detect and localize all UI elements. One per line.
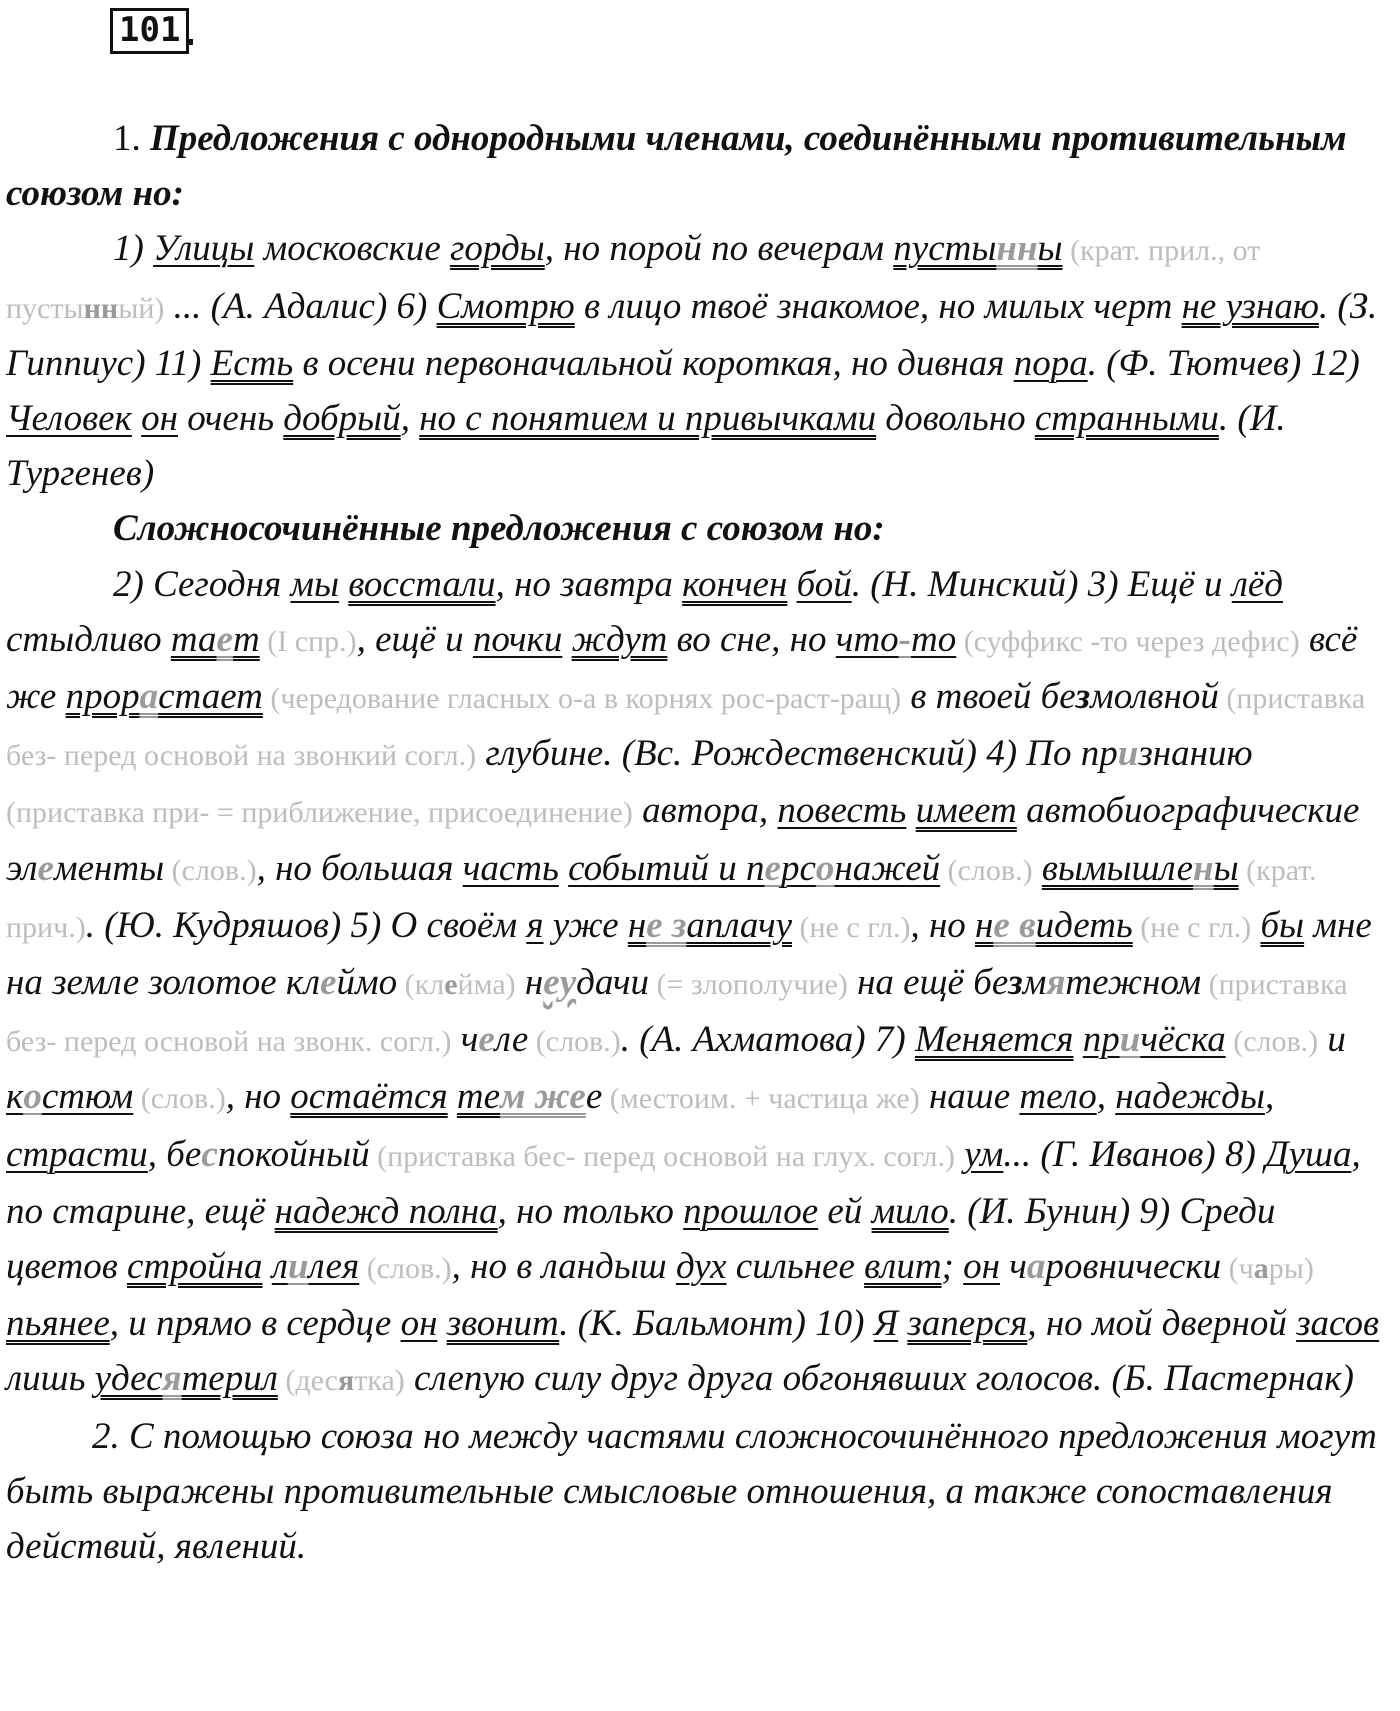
underlined-word: те [456, 1076, 501, 1118]
underlined-word: лёд [1231, 563, 1284, 605]
text-run: и [1117, 733, 1139, 775]
text-run: , и прямо в сердце [109, 1303, 401, 1345]
underlined-word: Меняется [914, 1019, 1074, 1061]
text-run: стыдливо [6, 618, 171, 660]
text-run: ; [941, 1246, 964, 1288]
underlined-word: а [139, 676, 159, 718]
underlined-word: бой [796, 563, 852, 605]
grammar-note: (дес [277, 1364, 338, 1398]
underlined-word: восстали [348, 563, 496, 605]
underlined-word: часть [462, 847, 559, 889]
grammar-note: (приставка без- перед основой на звонкий согл.) [6, 682, 1366, 773]
text-run: менты [53, 847, 165, 889]
text-run: лишь [6, 1358, 95, 1400]
grammar-note: (приставка бес- перед основой на глух. согл.) [369, 1139, 955, 1173]
text-run: . (З. Гиппиус) 11) [6, 285, 1378, 384]
underlined-word: Смотрю [436, 285, 575, 327]
underlined-word: прошлое [683, 1190, 819, 1232]
grammar-note: а [1253, 1252, 1269, 1286]
underlined-word: стюм [41, 1076, 134, 1118]
underlined-word: Я [873, 1303, 899, 1345]
underlined-word: еу [543, 962, 577, 1004]
text-run: н [515, 962, 544, 1004]
underlined-word: страсти [6, 1133, 148, 1175]
text-run: . (Н. Минский) 3) Ещё и [851, 563, 1232, 605]
text-run: очень [177, 398, 284, 440]
grammar-note: (приставка без- перед основой на звонк. согл.) [6, 968, 1348, 1059]
text-run: сильнее [726, 1246, 865, 1288]
underlined-word: о [23, 1076, 42, 1118]
underlined-word: е [216, 618, 233, 660]
text-run: ч [451, 1019, 479, 1061]
underlined-word: заперся [907, 1303, 1028, 1345]
underlined-word: и [287, 1246, 309, 1288]
text-run: 2) Сегодня [113, 563, 291, 605]
text-run: автора, [632, 790, 778, 832]
heading-2-text: Сложносочинённые предложения с союзом но: [113, 508, 885, 550]
text-run: , ещё и [356, 618, 473, 660]
text-run: 1) [113, 228, 154, 270]
text-run: слепую силу друг друга обгонявших голосов. (Б. Пастернак) [404, 1358, 1354, 1400]
text-run: автобиографические эл [6, 790, 1360, 889]
underlined-word: о [815, 847, 835, 889]
text-run [906, 790, 915, 831]
underlined-word: то [911, 618, 957, 660]
text-run [339, 564, 348, 605]
text-run: я [1046, 962, 1066, 1004]
text-run [559, 848, 568, 889]
text-run: е [478, 1019, 495, 1061]
exercise-number-text: 101 [119, 10, 181, 50]
underlined-word: нн [996, 228, 1038, 270]
underlined-word: е з [646, 904, 687, 946]
text-run [898, 1303, 907, 1344]
underlined-word: терил [181, 1358, 278, 1400]
task-2-answer: 2. С помощью союза но между частями сложносочинённого предложения могут быть выражены противительные смысловые отношения, а также сопоставления действий, явлений. [6, 1415, 1377, 1568]
grammar-note: (слов.) [528, 1025, 621, 1059]
underlined-word: пусты [893, 228, 997, 270]
text-run [787, 564, 796, 605]
grammar-note: (суффикс -то через дефис) [956, 624, 1300, 658]
grammar-note: (кл [397, 968, 445, 1002]
text-run: , [1096, 1076, 1116, 1118]
heading-1-text: Предложения с однородными членами, соединёнными противительным союзом но: [6, 118, 1347, 215]
text-run: довольно [876, 398, 1035, 440]
grammar-note: ый) [118, 291, 165, 325]
text-run: в твоей бе [901, 676, 1076, 718]
text-run: ле [494, 1019, 529, 1061]
grammar-note: (слов.) [133, 1082, 226, 1116]
text-run: в осени первоначальной короткая, но дивная [293, 342, 1014, 384]
grammar-note: йма) [457, 968, 516, 1002]
grammar-note: (не с гл.) [1132, 910, 1252, 944]
underlined-word: т [232, 618, 260, 660]
text-run [263, 1246, 272, 1287]
text-run: з [1008, 962, 1023, 1004]
underlined-word: звонит [446, 1303, 560, 1345]
grammar-note: нн [83, 291, 119, 325]
text-run: ровнически [1045, 1246, 1222, 1288]
text-run: , но [910, 904, 976, 946]
underlined-word: и [1119, 1019, 1141, 1061]
grammar-note: тка) [354, 1364, 405, 1398]
underlined-word: идеть [1035, 904, 1133, 946]
underlined-word: горды [450, 228, 545, 270]
underlined-word: чёска [1140, 1019, 1226, 1061]
underlined-word: что [835, 618, 899, 660]
text-run: молвной [1090, 676, 1219, 718]
underlined-word: та [170, 618, 217, 660]
underlined-word: н [1193, 847, 1214, 889]
underlined-word: ждут [571, 618, 668, 660]
underlined-word: мы [290, 563, 340, 605]
underlined-word: повесть [777, 790, 907, 832]
paragraph-2 [6, 557, 1396, 1409]
text-run: . (К. Бальмонт) 10) [559, 1303, 874, 1345]
text-run: е [585, 1076, 603, 1118]
underlined-word: остаётся [290, 1076, 448, 1118]
text-run [1074, 1019, 1083, 1060]
text-run: всё же [6, 618, 1358, 718]
text-run: ч [999, 1246, 1027, 1288]
grammar-note: е [444, 968, 458, 1002]
text-run: , но только [497, 1190, 684, 1232]
grammar-note: (слов.) [940, 853, 1033, 887]
underlined-word: аплачу [686, 904, 793, 946]
text-run: уже [543, 904, 628, 946]
grammar-note: (слов.) [1225, 1025, 1319, 1059]
underlined-word: надежды [1115, 1076, 1265, 1118]
grammar-note: (местоим. + частица же) [602, 1082, 920, 1116]
underlined-word: засов [1296, 1303, 1380, 1345]
text-run: , но [225, 1076, 291, 1118]
text-run: , но мой дверной [1027, 1303, 1297, 1345]
text-run: а [1026, 1246, 1046, 1288]
underlined-word: добрый [283, 398, 401, 440]
underlined-word: Есть [210, 342, 294, 384]
text-run: . (Ф. Тютчев) 12) [1087, 342, 1360, 384]
underlined-word: е [764, 847, 781, 889]
exercise-number [110, 8, 189, 54]
underlined-word: к [6, 1076, 24, 1118]
underlined-word: стройна [127, 1246, 263, 1288]
heading-2 [6, 501, 1396, 556]
underlined-word: н [627, 904, 647, 946]
text-run [132, 398, 141, 439]
grammar-note: ры) [1268, 1252, 1314, 1286]
underlined-word: н [975, 904, 994, 946]
text-run: и [1318, 1019, 1346, 1061]
underlined-word: л [271, 1246, 288, 1288]
underlined-word: Душа [1265, 1133, 1352, 1175]
text-run: , но большая [256, 847, 463, 889]
grammar-note: я [337, 1364, 355, 1398]
text-run [437, 1303, 446, 1344]
text-run [1033, 848, 1042, 889]
underlined-word: событий и п [568, 847, 765, 889]
text-run: ... (Г. Иванов) 8) [1003, 1133, 1266, 1175]
underlined-word: удес [94, 1358, 163, 1400]
text-run: , [1264, 1076, 1275, 1118]
underlined-word: мило [871, 1190, 949, 1232]
grammar-note: (= злополучие) [649, 968, 848, 1002]
text-run [562, 619, 571, 660]
text-run: , по старине, ещё [6, 1133, 1361, 1232]
underlined-word: м же [500, 1076, 586, 1118]
text-run: е [320, 962, 337, 1004]
underlined-word: пр [1082, 1019, 1120, 1061]
text-run: ... (А. Адалис) 6) [164, 285, 437, 327]
underlined-word: ум [964, 1133, 1004, 1175]
text-run: , но завтра [495, 563, 683, 605]
text-run: . (И. Тургенев) [6, 398, 1286, 495]
text-run: . (И. Бунин) 9) Среди цветов [6, 1190, 1276, 1288]
task-1-number: 1. [113, 118, 150, 159]
underlined-word: нажей [834, 847, 941, 889]
underlined-word: Человек [6, 398, 132, 440]
underlined-word: пьянее [6, 1303, 110, 1345]
text-run: глубине. (Вс. Рождественский) 4) По пр [476, 733, 1118, 775]
underlined-word: лея [308, 1246, 360, 1288]
grammar-note: (не с гл.) [792, 910, 911, 944]
text-run: знанию [1138, 733, 1253, 775]
underlined-word: но с понятием и привычками [419, 398, 877, 440]
underlined-word: ы [1037, 228, 1063, 270]
underlined-word: он [963, 1246, 1000, 1288]
underlined-word: надежд полна [274, 1190, 498, 1232]
grammar-note: (крат. прич.) [6, 853, 1317, 944]
underlined-word: странными [1034, 398, 1219, 440]
text-run: з [1075, 676, 1091, 718]
underlined-word: кончен [682, 563, 788, 605]
text-run: , бе [147, 1133, 202, 1175]
underlined-word: ы [1213, 847, 1239, 889]
text-run: наше [919, 1076, 1020, 1118]
text-run: е [37, 847, 54, 889]
grammar-note: (I спр.) [259, 624, 357, 658]
text-run: . (Ю. Кудряшов) 5) О своём [85, 904, 527, 946]
underlined-word: - [898, 618, 911, 660]
underlined-word: дух [675, 1246, 727, 1288]
heading-1 [6, 111, 1396, 221]
grammar-note: (чередование гласных о-а в корнях рос-раст-ращ) [262, 682, 902, 716]
underlined-word: имеет [915, 790, 1017, 832]
text-run: на ещё бе [847, 962, 1009, 1004]
underlined-word: вымышле [1041, 847, 1194, 889]
text-run: в лицо твоё знакомое, но милых черт [574, 285, 1182, 327]
grammar-note: (ч [1221, 1252, 1254, 1286]
text-run: московские [254, 228, 450, 270]
text-run: во сне, но [667, 618, 836, 660]
underlined-word: рс [780, 847, 816, 889]
text-run: тежном [1065, 962, 1202, 1004]
underlined-word: бы [1260, 904, 1305, 946]
underlined-word: я [526, 904, 544, 946]
text-run: , но порой по вечерам [544, 228, 894, 270]
text-run: дачи [576, 962, 650, 1004]
underlined-word: почки [472, 618, 563, 660]
underlined-word: он [141, 398, 178, 440]
underlined-word: влит [864, 1246, 942, 1288]
underlined-word: пора [1013, 342, 1088, 384]
underlined-word: я [162, 1358, 182, 1400]
grammar-note: (слов.) [164, 853, 257, 887]
underlined-word: Улицы [153, 228, 255, 270]
underlined-word: стает [158, 676, 263, 718]
text-run: ей [818, 1190, 872, 1232]
text-run [448, 1076, 457, 1117]
text-run: . (А. Ахматова) 7) [620, 1019, 915, 1061]
text-run: , но в ландыш [451, 1246, 676, 1288]
text-run [955, 1134, 964, 1175]
paragraph-1 [6, 221, 1396, 501]
grammar-note: (приставка при- = приближение, присоединение) [6, 796, 633, 830]
underlined-word: не узнаю [1181, 285, 1319, 327]
underlined-word: е в [993, 904, 1036, 946]
exercise-number-dot: . [180, 14, 201, 54]
text-run: ймо [336, 962, 398, 1004]
text-run: , [400, 398, 420, 440]
document-body [6, 111, 1396, 1574]
underlined-word: тело [1019, 1076, 1097, 1118]
text-run: покойный [217, 1133, 370, 1175]
underlined-word: он [400, 1303, 438, 1345]
text-run: м [1022, 962, 1047, 1004]
underlined-word: прор [65, 676, 140, 718]
grammar-note: (слов.) [359, 1252, 452, 1286]
text-run: мне на земле золотое кл [6, 904, 1372, 1004]
text-run: с [201, 1133, 218, 1175]
grammar-note: (крат. прил., от пусты [6, 234, 1261, 325]
